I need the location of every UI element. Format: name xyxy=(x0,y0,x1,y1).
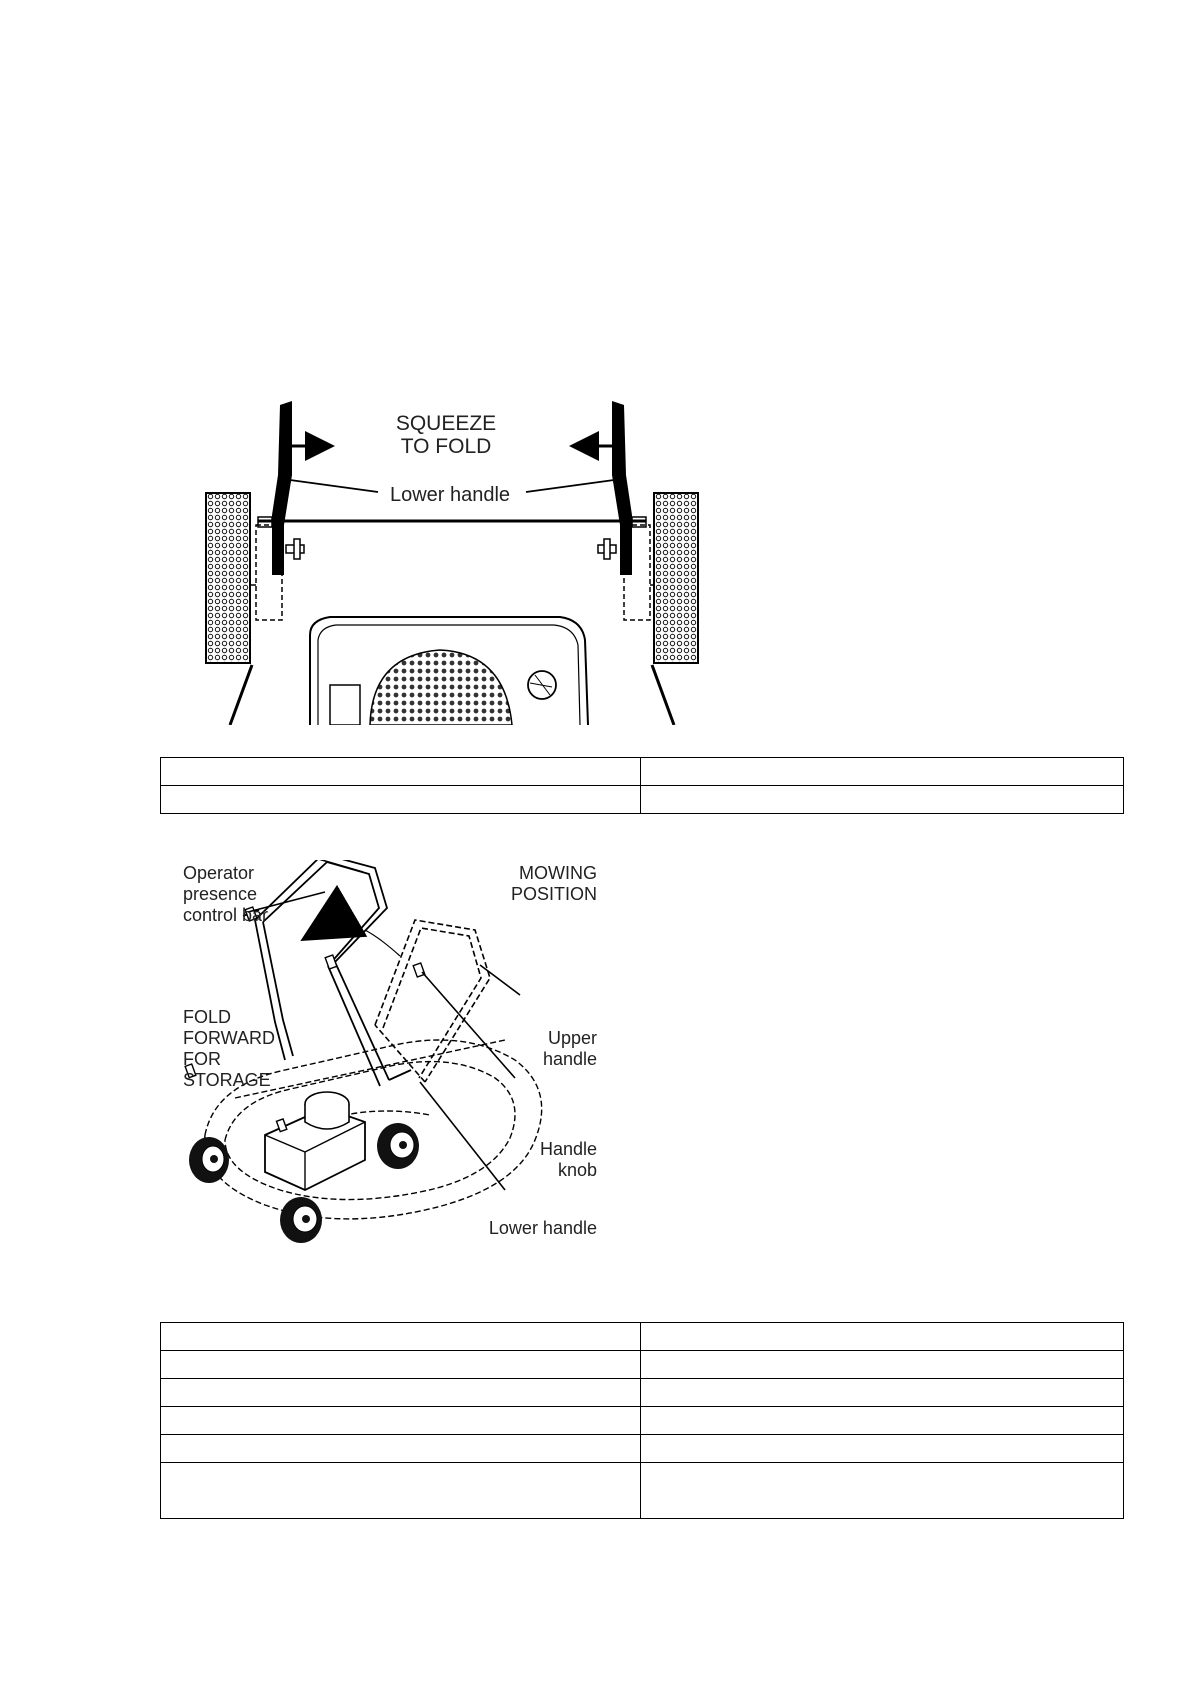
knob-label-line2: knob xyxy=(557,1160,597,1180)
fold-label-line2: FORWARD xyxy=(183,1028,275,1048)
figure-squeeze-to-fold xyxy=(200,395,720,725)
front-left-wheel xyxy=(189,1137,229,1183)
table-cell xyxy=(161,786,641,814)
rear-left-wheel xyxy=(280,1197,322,1243)
upper-label-line1: Upper xyxy=(547,1028,597,1048)
front-right-wheel xyxy=(377,1123,419,1169)
table-cell xyxy=(161,1379,641,1407)
left-bolt xyxy=(286,539,304,559)
fold-forward-label xyxy=(183,1007,275,1090)
table-cell xyxy=(641,1435,1124,1463)
table-row xyxy=(161,1351,1124,1379)
handle-knob-label xyxy=(540,1139,597,1180)
table-cell xyxy=(161,1407,641,1435)
figure-fold-for-storage xyxy=(175,860,615,1270)
table-2 xyxy=(160,1322,1124,1519)
lower-handle xyxy=(328,962,411,1086)
table-row xyxy=(161,1463,1124,1519)
table-cell xyxy=(161,1435,641,1463)
operator-label-line1: Operator xyxy=(183,863,255,883)
upper-handle-mowing-position xyxy=(375,920,490,1082)
lower-handle-label: Lower handle xyxy=(488,1218,597,1238)
knob-label-line1: Handle xyxy=(539,1139,597,1159)
table-cell xyxy=(161,1323,641,1351)
table-row xyxy=(161,1435,1124,1463)
engine xyxy=(265,1092,365,1190)
mowing-label-line2: POSITION xyxy=(510,884,597,904)
table-cell xyxy=(641,1463,1124,1519)
table-row xyxy=(161,1323,1124,1351)
lower-handle-label: Lower handle xyxy=(389,484,511,506)
table-1 xyxy=(160,757,1124,814)
table-cell xyxy=(161,758,641,786)
fold-label-line1: FOLD xyxy=(183,1007,232,1027)
left-wheel xyxy=(206,493,250,663)
upper-handle-label xyxy=(543,1028,597,1069)
table-cell xyxy=(641,1379,1124,1407)
table-cell xyxy=(641,1407,1124,1435)
mowing-label-line1: MOWING xyxy=(519,863,597,883)
engine xyxy=(310,617,588,725)
right-wheel xyxy=(654,493,698,663)
table-cell xyxy=(641,1351,1124,1379)
table-cell xyxy=(641,1323,1124,1351)
operator-label-line3: control bar xyxy=(183,905,269,925)
table-cell xyxy=(161,1351,641,1379)
right-bolt xyxy=(598,539,616,559)
table-cell xyxy=(641,758,1124,786)
operator-label xyxy=(183,863,268,925)
operator-label-line2: presence xyxy=(183,884,258,904)
fold-label-line3: FOR xyxy=(183,1049,221,1069)
table-row xyxy=(161,758,1124,786)
table-row xyxy=(161,1379,1124,1407)
fold-label-line4: STORAGE xyxy=(183,1070,271,1090)
table-row xyxy=(161,1407,1124,1435)
table-cell xyxy=(641,786,1124,814)
table-cell xyxy=(161,1463,641,1519)
table-row xyxy=(161,786,1124,814)
mowing-position-label xyxy=(511,863,597,904)
upper-label-line2: handle xyxy=(542,1049,597,1069)
mower-deck xyxy=(205,1040,542,1219)
squeeze-label-line2: TO FOLD xyxy=(400,435,492,458)
squeeze-label-line1: SQUEEZE xyxy=(395,412,497,435)
